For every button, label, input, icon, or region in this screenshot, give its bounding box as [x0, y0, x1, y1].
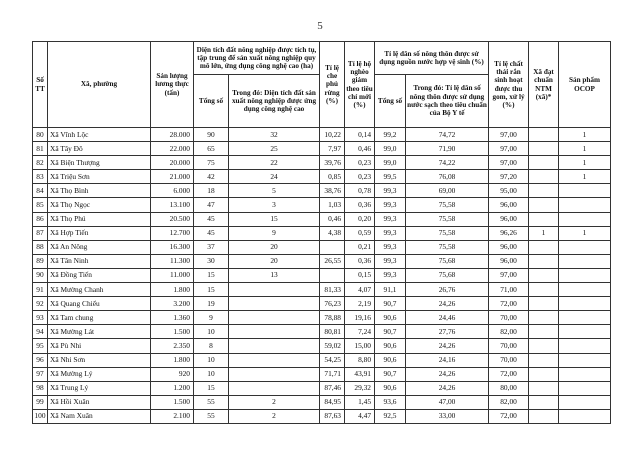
- cell-poverty: 15,00: [345, 339, 375, 353]
- cell-name: Xã Hồi Xuân: [48, 395, 151, 409]
- cell-ocop: [559, 254, 611, 268]
- cell-forest: 38,76: [320, 184, 345, 198]
- page-number: 5: [317, 20, 323, 32]
- cell-forest: 7,97: [320, 142, 345, 156]
- header-ocop: Sản phẩm OCOP: [559, 42, 611, 128]
- cell-agri-total: 42: [194, 170, 229, 184]
- cell-agri-hightech: 5: [229, 184, 320, 198]
- cell-agri-total: 55: [194, 409, 229, 423]
- table-row: [33, 128, 611, 142]
- cell-stt: 83: [33, 170, 48, 184]
- cell-name: Xã Hợp Tiến: [48, 226, 151, 240]
- cell-agri-hightech: 20: [229, 240, 320, 254]
- cell-agri-total: 8: [194, 339, 229, 353]
- cell-agri-hightech: [229, 353, 320, 367]
- cell-name: Xã Thọ Bình: [48, 184, 151, 198]
- cell-agri-total: 65: [194, 142, 229, 156]
- cell-agri-total: 10: [194, 353, 229, 367]
- cell-ntm: [529, 311, 559, 325]
- cell-name: Xã Vĩnh Lộc: [48, 128, 151, 142]
- cell-ocop: 1: [559, 226, 611, 240]
- cell-ocop: [559, 339, 611, 353]
- cell-water-clean: 24,26: [406, 339, 489, 353]
- cell-waste: 72,00: [489, 297, 529, 311]
- cell-waste: 70,00: [489, 339, 529, 353]
- cell-ocop: [559, 212, 611, 226]
- cell-agri-total: 30: [194, 254, 229, 268]
- cell-agri-total: 15: [194, 283, 229, 297]
- cell-name: Xã Triệu Sơn: [48, 170, 151, 184]
- cell-stt: 84: [33, 184, 48, 198]
- cell-water-total: 99,2: [375, 128, 406, 142]
- cell-water-total: 99,5: [375, 170, 406, 184]
- cell-water-clean: 24,16: [406, 353, 489, 367]
- cell-poverty: 29,32: [345, 381, 375, 395]
- cell-poverty: 0,78: [345, 184, 375, 198]
- cell-water-clean: 75,58: [406, 212, 489, 226]
- cell-agri-hightech: 22: [229, 156, 320, 170]
- cell-agri-hightech: 15: [229, 212, 320, 226]
- table-row: [33, 268, 611, 282]
- cell-ntm: [529, 409, 559, 423]
- cell-water-total: 99,3: [375, 268, 406, 282]
- cell-stt: 94: [33, 325, 48, 339]
- cell-output: 2.350: [151, 339, 194, 353]
- cell-ocop: [559, 353, 611, 367]
- cell-ocop: 1: [559, 156, 611, 170]
- cell-waste: 80,00: [489, 381, 529, 395]
- cell-water-total: 93,6: [375, 395, 406, 409]
- cell-water-clean: 74,22: [406, 156, 489, 170]
- cell-water-clean: 74,72: [406, 128, 489, 142]
- cell-forest: [320, 240, 345, 254]
- cell-output: 2.100: [151, 409, 194, 423]
- cell-waste: 82,00: [489, 395, 529, 409]
- cell-agri-total: 15: [194, 381, 229, 395]
- cell-ocop: [559, 297, 611, 311]
- cell-ocop: [559, 240, 611, 254]
- table-row: [33, 184, 611, 198]
- cell-waste: 72,00: [489, 409, 529, 423]
- cell-output: 6.000: [151, 184, 194, 198]
- table-row: [33, 297, 611, 311]
- cell-ocop: 1: [559, 142, 611, 156]
- cell-ocop: 1: [559, 128, 611, 142]
- cell-ocop: [559, 325, 611, 339]
- cell-ntm: [529, 325, 559, 339]
- cell-agri-hightech: [229, 367, 320, 381]
- cell-waste: 70,00: [489, 353, 529, 367]
- cell-output: 1.800: [151, 283, 194, 297]
- cell-water-clean: 47,00: [406, 395, 489, 409]
- cell-poverty: 0,15: [345, 268, 375, 282]
- cell-water-clean: 24,26: [406, 381, 489, 395]
- cell-poverty: 0,46: [345, 142, 375, 156]
- cell-waste: 97,00: [489, 142, 529, 156]
- cell-water-clean: 71,90: [406, 142, 489, 156]
- table-row: [33, 409, 611, 423]
- cell-poverty: 4,47: [345, 409, 375, 423]
- cell-output: 13.100: [151, 198, 194, 212]
- cell-water-clean: 24,26: [406, 297, 489, 311]
- header-water-total: Tổng số: [375, 75, 406, 128]
- cell-poverty: 8,80: [345, 353, 375, 367]
- cell-name: Xã Mường Lý: [48, 367, 151, 381]
- cell-agri-total: 47: [194, 198, 229, 212]
- cell-water-total: 99,3: [375, 240, 406, 254]
- cell-agri-total: 18: [194, 184, 229, 198]
- cell-poverty: 0,20: [345, 212, 375, 226]
- table-row: [33, 353, 611, 367]
- cell-stt: 97: [33, 367, 48, 381]
- cell-poverty: 0,21: [345, 240, 375, 254]
- cell-poverty: 0,23: [345, 156, 375, 170]
- cell-name: Xã Thọ Phú: [48, 212, 151, 226]
- cell-ocop: 1: [559, 170, 611, 184]
- cell-agri-hightech: [229, 381, 320, 395]
- cell-ocop: [559, 198, 611, 212]
- cell-forest: 80,81: [320, 325, 345, 339]
- cell-name: Xã Quang Chiểu: [48, 297, 151, 311]
- cell-stt: 100: [33, 409, 48, 423]
- cell-waste: 96,00: [489, 198, 529, 212]
- cell-ocop: [559, 409, 611, 423]
- cell-stt: 88: [33, 240, 48, 254]
- header-agri-total: Tổng số: [194, 75, 229, 128]
- cell-waste: 71,00: [489, 283, 529, 297]
- cell-name: Xã Trung Lý: [48, 381, 151, 395]
- cell-stt: 87: [33, 226, 48, 240]
- cell-ntm: [529, 128, 559, 142]
- cell-agri-hightech: 32: [229, 128, 320, 142]
- cell-poverty: 7,24: [345, 325, 375, 339]
- cell-water-clean: 75,58: [406, 240, 489, 254]
- cell-ntm: [529, 268, 559, 282]
- cell-poverty: 19,16: [345, 311, 375, 325]
- cell-water-clean: 75,68: [406, 254, 489, 268]
- cell-waste: 95,00: [489, 184, 529, 198]
- cell-stt: 85: [33, 198, 48, 212]
- cell-forest: 71,71: [320, 367, 345, 381]
- cell-water-total: 90,6: [375, 381, 406, 395]
- header-water: Tỉ lệ dân số nông thôn được sử dụng nguồn nước hợp vệ sinh (%): [375, 42, 489, 75]
- cell-poverty: 2,19: [345, 297, 375, 311]
- cell-name: Xã Đồng Tiến: [48, 268, 151, 282]
- cell-forest: 1,03: [320, 198, 345, 212]
- table-row: [33, 367, 611, 381]
- header-poverty: Tỉ lệ hộ nghèo giảm theo tiêu chí mới (%): [345, 42, 375, 128]
- cell-stt: 89: [33, 254, 48, 268]
- cell-water-clean: 24,46: [406, 311, 489, 325]
- header-water-clean: Trong đó: Tỉ lệ dân số nông thôn được sử dụng nước sạch theo tiêu chuẩn của Bộ Y tế: [406, 75, 489, 128]
- cell-stt: 91: [33, 283, 48, 297]
- cell-agri-hightech: [229, 297, 320, 311]
- table-row: [33, 142, 611, 156]
- table-row: [33, 156, 611, 170]
- cell-stt: 99: [33, 395, 48, 409]
- cell-agri-hightech: 24: [229, 170, 320, 184]
- cell-water-clean: 27,76: [406, 325, 489, 339]
- cell-water-total: 99,0: [375, 142, 406, 156]
- cell-agri-hightech: 3: [229, 198, 320, 212]
- cell-poverty: 0,36: [345, 254, 375, 268]
- cell-water-clean: 76,08: [406, 170, 489, 184]
- cell-water-total: 99,3: [375, 254, 406, 268]
- cell-output: 11.000: [151, 268, 194, 282]
- cell-agri-hightech: 2: [229, 395, 320, 409]
- table-row: [33, 325, 611, 339]
- cell-output: 920: [151, 367, 194, 381]
- cell-ocop: [559, 184, 611, 198]
- cell-forest: 54,25: [320, 353, 345, 367]
- cell-name: Xã Mường Chanh: [48, 283, 151, 297]
- cell-water-total: 92,5: [375, 409, 406, 423]
- cell-forest: 26,55: [320, 254, 345, 268]
- cell-stt: 81: [33, 142, 48, 156]
- cell-water-total: 90,7: [375, 297, 406, 311]
- cell-name: Xã Tân Ninh: [48, 254, 151, 268]
- table-row: [33, 339, 611, 353]
- cell-ntm: [529, 184, 559, 198]
- cell-stt: 90: [33, 268, 48, 282]
- cell-agri-total: 75: [194, 156, 229, 170]
- cell-agri-hightech: [229, 283, 320, 297]
- cell-water-total: 99,3: [375, 184, 406, 198]
- cell-forest: 59,02: [320, 339, 345, 353]
- cell-water-total: 99,0: [375, 156, 406, 170]
- cell-poverty: 1,45: [345, 395, 375, 409]
- cell-name: Xã Biện Thượng: [48, 156, 151, 170]
- cell-water-total: 90,6: [375, 311, 406, 325]
- cell-ntm: [529, 339, 559, 353]
- cell-stt: 96: [33, 353, 48, 367]
- cell-forest: 4,38: [320, 226, 345, 240]
- cell-stt: 93: [33, 311, 48, 325]
- cell-ntm: [529, 381, 559, 395]
- cell-agri-total: 45: [194, 212, 229, 226]
- cell-water-total: 90,7: [375, 367, 406, 381]
- cell-agri-total: 10: [194, 367, 229, 381]
- header-agri-hightech: Trong đó: Diện tích đất sản xuất nông nghiệp được ứng dụng công nghệ cao: [229, 75, 320, 128]
- cell-forest: [320, 268, 345, 282]
- cell-ocop: [559, 283, 611, 297]
- cell-output: 1.800: [151, 353, 194, 367]
- cell-ocop: [559, 367, 611, 381]
- cell-output: 12.700: [151, 226, 194, 240]
- cell-poverty: 0,14: [345, 128, 375, 142]
- cell-ntm: [529, 254, 559, 268]
- cell-name: Xã Nam Xuân: [48, 409, 151, 423]
- cell-waste: 97,00: [489, 128, 529, 142]
- cell-ocop: [559, 381, 611, 395]
- cell-agri-total: 15: [194, 268, 229, 282]
- cell-water-clean: 69,00: [406, 184, 489, 198]
- cell-waste: 82,00: [489, 325, 529, 339]
- cell-waste: 97,00: [489, 156, 529, 170]
- cell-agri-hightech: [229, 325, 320, 339]
- cell-agri-total: 90: [194, 128, 229, 142]
- cell-waste: 96,00: [489, 254, 529, 268]
- cell-poverty: 4,07: [345, 283, 375, 297]
- cell-waste: 70,00: [489, 311, 529, 325]
- cell-ntm: [529, 367, 559, 381]
- cell-ntm: [529, 353, 559, 367]
- cell-name: Xã Thọ Ngọc: [48, 198, 151, 212]
- cell-agri-hightech: 25: [229, 142, 320, 156]
- cell-output: 1.500: [151, 395, 194, 409]
- cell-name: Xã Tây Đô: [48, 142, 151, 156]
- cell-stt: 82: [33, 156, 48, 170]
- cell-forest: 76,23: [320, 297, 345, 311]
- cell-forest: 81,33: [320, 283, 345, 297]
- cell-name: Xã Tam chung: [48, 311, 151, 325]
- header-name: Xã, phường: [48, 42, 151, 128]
- table-row: [33, 170, 611, 184]
- cell-agri-total: 55: [194, 395, 229, 409]
- cell-water-clean: 75,58: [406, 226, 489, 240]
- cell-water-clean: 75,68: [406, 268, 489, 282]
- cell-agri-total: 37: [194, 240, 229, 254]
- cell-forest: 0,85: [320, 170, 345, 184]
- cell-forest: 10,22: [320, 128, 345, 142]
- cell-stt: 92: [33, 297, 48, 311]
- cell-output: 28.000: [151, 128, 194, 142]
- cell-forest: 78,88: [320, 311, 345, 325]
- cell-waste: 96,26: [489, 226, 529, 240]
- cell-forest: 39,76: [320, 156, 345, 170]
- cell-agri-hightech: [229, 311, 320, 325]
- header-stt: Số TT: [33, 42, 48, 128]
- cell-output: 1.500: [151, 325, 194, 339]
- cell-ntm: [529, 142, 559, 156]
- table-row: [33, 198, 611, 212]
- table-row: [33, 283, 611, 297]
- cell-water-clean: 26,76: [406, 283, 489, 297]
- cell-name: Xã Pù Nhi: [48, 339, 151, 353]
- cell-ntm: [529, 198, 559, 212]
- cell-water-total: 91,1: [375, 283, 406, 297]
- table-row: [33, 254, 611, 268]
- cell-output: 1.360: [151, 311, 194, 325]
- table-row: [33, 395, 611, 409]
- cell-agri-hightech: [229, 339, 320, 353]
- cell-water-total: 99,3: [375, 198, 406, 212]
- cell-ntm: [529, 283, 559, 297]
- cell-agri-hightech: 2: [229, 409, 320, 423]
- cell-ntm: [529, 395, 559, 409]
- cell-forest: 87,63: [320, 409, 345, 423]
- statistics-table: [32, 41, 611, 424]
- cell-name: Xã An Nông: [48, 240, 151, 254]
- cell-agri-hightech: 20: [229, 254, 320, 268]
- cell-output: 20.000: [151, 156, 194, 170]
- table-row: [33, 226, 611, 240]
- cell-agri-hightech: 13: [229, 268, 320, 282]
- cell-stt: 80: [33, 128, 48, 142]
- cell-name: Xã Nhi Sơn: [48, 353, 151, 367]
- cell-output: 21.000: [151, 170, 194, 184]
- cell-stt: 95: [33, 339, 48, 353]
- cell-ntm: [529, 240, 559, 254]
- table-row: [33, 240, 611, 254]
- table-row: [33, 311, 611, 325]
- cell-stt: 86: [33, 212, 48, 226]
- cell-output: 22.000: [151, 142, 194, 156]
- cell-name: Xã Mường Lát: [48, 325, 151, 339]
- cell-water-clean: 75,58: [406, 198, 489, 212]
- table-row: [33, 212, 611, 226]
- table-body: [33, 128, 611, 424]
- cell-ocop: [559, 395, 611, 409]
- cell-poverty: 0,23: [345, 170, 375, 184]
- cell-water-total: 90,7: [375, 325, 406, 339]
- cell-ntm: [529, 297, 559, 311]
- cell-water-clean: 24,26: [406, 367, 489, 381]
- cell-ocop: [559, 311, 611, 325]
- cell-water-total: 90,6: [375, 339, 406, 353]
- cell-water-total: 90,6: [375, 353, 406, 367]
- cell-ocop: [559, 268, 611, 282]
- cell-water-total: 99,3: [375, 212, 406, 226]
- cell-ntm: [529, 170, 559, 184]
- cell-agri-total: 45: [194, 226, 229, 240]
- header-forest: Tỉ lệ che phủ rừng (%): [320, 42, 345, 128]
- cell-poverty: 0,36: [345, 198, 375, 212]
- cell-stt: 98: [33, 381, 48, 395]
- header-waste: Tỉ lệ chất thải rắn sinh hoạt được thu gom, xử lý (%): [489, 42, 529, 128]
- cell-waste: 96,00: [489, 212, 529, 226]
- cell-output: 16.300: [151, 240, 194, 254]
- cell-waste: 97,20: [489, 170, 529, 184]
- cell-output: 3.200: [151, 297, 194, 311]
- cell-ntm: 1: [529, 226, 559, 240]
- cell-agri-hightech: 9: [229, 226, 320, 240]
- cell-ntm: [529, 212, 559, 226]
- cell-waste: 72,00: [489, 367, 529, 381]
- cell-poverty: 43,91: [345, 367, 375, 381]
- cell-output: 11.300: [151, 254, 194, 268]
- cell-ntm: [529, 156, 559, 170]
- cell-waste: 96,00: [489, 240, 529, 254]
- cell-agri-total: 19: [194, 297, 229, 311]
- cell-poverty: 0,59: [345, 226, 375, 240]
- cell-water-clean: 33,00: [406, 409, 489, 423]
- cell-forest: 87,46: [320, 381, 345, 395]
- cell-agri-total: 9: [194, 311, 229, 325]
- header-ntm: Xã đạt chuẩn NTM (xã)*: [529, 42, 559, 128]
- cell-agri-total: 10: [194, 325, 229, 339]
- header-output: Sản lượng lương thực (tấn): [151, 42, 194, 128]
- cell-forest: 84,95: [320, 395, 345, 409]
- cell-output: 1.200: [151, 381, 194, 395]
- cell-water-total: 99,3: [375, 226, 406, 240]
- cell-output: 20.500: [151, 212, 194, 226]
- header-agri-area: Diện tích đất nông nghiệp được tích tụ, tập trung để sản xuất nông nghiệp quy mô lớn, ứng dụng công nghệ cao (ha): [194, 42, 320, 75]
- table-row: [33, 381, 611, 395]
- cell-forest: 0,46: [320, 212, 345, 226]
- cell-waste: 97,00: [489, 268, 529, 282]
